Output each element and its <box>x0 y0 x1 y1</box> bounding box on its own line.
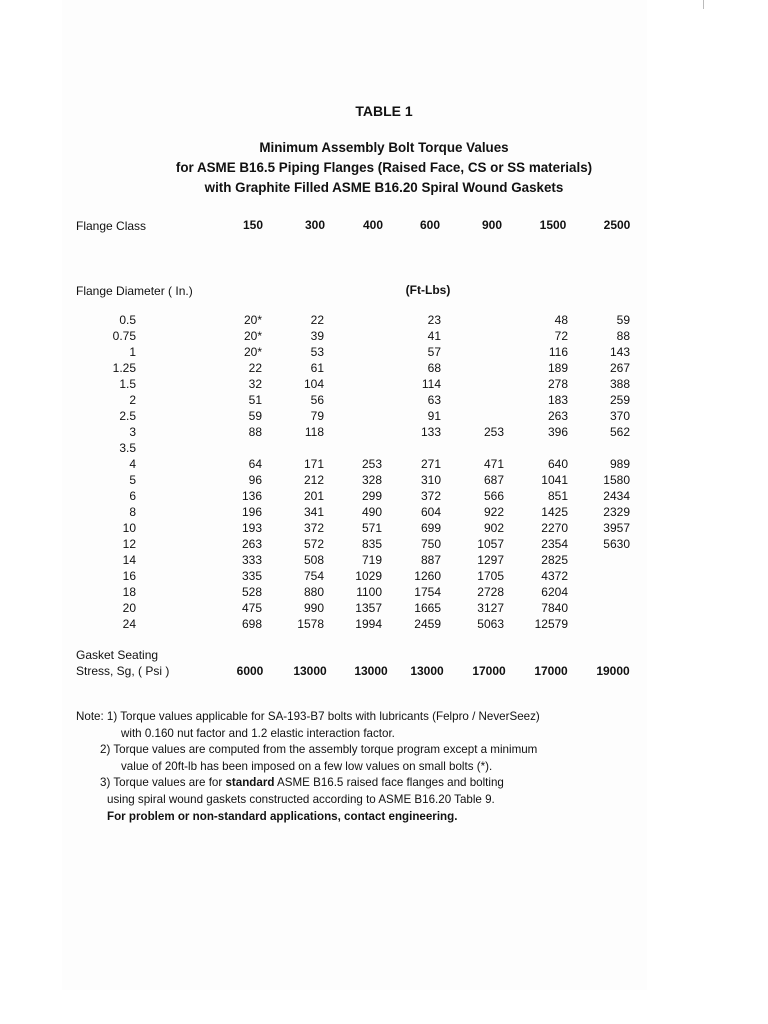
table-cell: 2270 <box>541 521 568 535</box>
table-cell: 20* <box>243 345 262 359</box>
table-cell: 1057 <box>477 537 504 551</box>
table-cell <box>334 312 382 328</box>
gasket-value-900: 17000 <box>472 664 506 678</box>
table-cell: 171 <box>303 457 324 471</box>
table-cell: 475 <box>241 601 262 615</box>
table-cell: 79 <box>310 409 324 423</box>
table-cell: 835 <box>361 537 382 551</box>
column-1500 <box>520 312 568 632</box>
table-cell: 328 <box>361 473 382 487</box>
table-cell: 3957 <box>603 521 630 535</box>
table-cell <box>582 584 630 600</box>
table-cell <box>456 392 504 408</box>
table-cell: 51 <box>248 393 262 407</box>
table-cell: 299 <box>361 489 382 503</box>
table-cell: 1425 <box>541 505 568 519</box>
table-cell: 922 <box>483 505 504 519</box>
table-cell: 18 <box>122 585 136 599</box>
class-header-400: 400 <box>362 218 384 232</box>
table-cell: 212 <box>303 473 324 487</box>
class-header-900: 900 <box>481 218 503 232</box>
table-cell: 1665 <box>414 601 441 615</box>
table-cell: 20 <box>122 601 136 615</box>
table-cell: 61 <box>310 361 324 375</box>
table-cell: 196 <box>241 505 262 519</box>
note-2-line-2: value of 20ft-lb has been imposed on a few low values on small bolts (*). <box>121 759 493 773</box>
note-3-line-1 <box>76 775 540 792</box>
table-cell: 341 <box>303 505 324 519</box>
gasket-value-600: 13000 <box>410 664 444 678</box>
table-cell: 253 <box>361 457 382 471</box>
table-cell <box>582 552 630 568</box>
table-cell: 59 <box>248 409 262 423</box>
table-cell: 2434 <box>603 489 630 503</box>
note-2-line-1: 2) Torque values are computed from the assembly torque program except a minimum <box>100 743 538 757</box>
table-cell: 508 <box>303 553 324 567</box>
table-cell: 133 <box>420 425 441 439</box>
table-cell: 1994 <box>355 617 382 631</box>
note-3-bold-word: standard <box>225 776 275 790</box>
table-cell <box>582 440 630 456</box>
table-cell: 2329 <box>603 505 630 519</box>
table-cell: 310 <box>420 473 441 487</box>
note-3-line-2: using spiral wound gaskets constructed according to ASME B16.20 Table 9. <box>107 792 495 806</box>
table-label: TABLE 1 <box>355 103 413 119</box>
table-cell: 253 <box>483 425 504 439</box>
table-cell <box>520 440 568 456</box>
table-cell: 990 <box>303 601 324 615</box>
table-cell <box>456 344 504 360</box>
table-cell: 193 <box>241 521 262 535</box>
table-cell <box>456 328 504 344</box>
table-cell: 851 <box>547 489 568 503</box>
table-cell <box>456 360 504 376</box>
table-cell: 4372 <box>541 569 568 583</box>
table-cell: 201 <box>303 489 324 503</box>
table-cell: 698 <box>241 617 262 631</box>
table-cell: 566 <box>483 489 504 503</box>
table-cell <box>334 360 382 376</box>
note-1-line-1: Note: 1) Torque values applicable for SA-193-B7 bolts with lubricants (Felpro / NeverSeez) <box>76 710 540 723</box>
table-cell: 267 <box>609 361 630 375</box>
table-cell: 719 <box>361 553 382 567</box>
table-cell <box>334 376 382 392</box>
table-cell: 63 <box>427 393 441 407</box>
column-2500 <box>582 312 630 632</box>
table-cell: 20* <box>243 329 262 343</box>
table-cell <box>276 440 324 456</box>
gasket-value-400: 13000 <box>354 664 388 678</box>
table-cell: 104 <box>303 377 324 391</box>
table-cell: 1578 <box>297 617 324 631</box>
table-cell: 2 <box>129 393 136 407</box>
table-cell: 1754 <box>414 585 441 599</box>
table-cell: 189 <box>547 361 568 375</box>
table-cell: 2354 <box>541 537 568 551</box>
table-cell <box>334 424 382 440</box>
class-header-2500: 2500 <box>603 218 631 232</box>
table-cell <box>582 616 630 632</box>
table-cell: 183 <box>547 393 568 407</box>
table-cell: 490 <box>361 505 382 519</box>
table-cell <box>334 392 382 408</box>
table-cell <box>456 376 504 392</box>
table-cell: 333 <box>241 553 262 567</box>
table-cell: 1357 <box>355 601 382 615</box>
column-600 <box>393 312 441 632</box>
table-cell: 271 <box>420 457 441 471</box>
table-cell: 68 <box>427 361 441 375</box>
table-cell: 396 <box>547 425 568 439</box>
table-cell: 902 <box>483 521 504 535</box>
table-cell: 572 <box>303 537 324 551</box>
title-line-2: for ASME B16.5 Piping Flanges (Raised Face, CS or SS materials) <box>175 160 593 175</box>
table-cell <box>334 344 382 360</box>
diameter-column <box>86 312 136 632</box>
gasket-label-line2: Stress, Sg, ( Psi ) <box>76 664 170 678</box>
table-cell: 388 <box>609 377 630 391</box>
table-cell: 12579 <box>534 617 568 631</box>
class-header-300: 300 <box>304 218 326 232</box>
table-cell: 1 <box>129 345 136 359</box>
note-3-line-3: For problem or non-standard applications, contact engineering. <box>107 809 458 823</box>
table-cell: 887 <box>420 553 441 567</box>
table-cell: 23 <box>427 313 441 327</box>
table-cell: 687 <box>483 473 504 487</box>
gasket-value-300: 13000 <box>293 664 327 678</box>
table-cell: 754 <box>303 569 324 583</box>
class-header-150: 150 <box>242 218 264 232</box>
table-cell: 114 <box>421 377 441 391</box>
class-header-1500: 1500 <box>539 218 567 232</box>
table-cell: 91 <box>427 409 441 423</box>
table-cell: 7840 <box>541 601 568 615</box>
table-cell: 1260 <box>414 569 441 583</box>
table-cell: 5630 <box>603 537 630 551</box>
table-cell: 88 <box>616 329 630 343</box>
table-cell: 1.5 <box>119 377 136 391</box>
table-cell: 10 <box>122 521 136 535</box>
table-cell <box>456 408 504 424</box>
table-cell: 263 <box>547 409 568 423</box>
table-cell: 880 <box>303 585 324 599</box>
table-cell: 41 <box>427 329 441 343</box>
table-cell: 5 <box>129 473 136 487</box>
column-900 <box>456 312 504 632</box>
table-cell: 640 <box>547 457 568 471</box>
table-cell: 604 <box>420 505 441 519</box>
table-cell: 5063 <box>477 617 504 631</box>
table-cell: 39 <box>310 329 324 343</box>
table-cell: 6 <box>129 489 136 503</box>
edge-mark <box>703 0 704 9</box>
table-cell: 3 <box>129 425 136 439</box>
table-cell: 699 <box>420 521 441 535</box>
table-cell: 24 <box>122 617 136 631</box>
table-cell: 136 <box>241 489 262 503</box>
diameter-label: Flange Diameter ( In.) <box>76 284 193 298</box>
table-cell: 750 <box>420 537 441 551</box>
table-cell: 372 <box>420 489 441 503</box>
table-cell: 16 <box>122 569 136 583</box>
table-cell: 1297 <box>477 553 504 567</box>
table-cell: 1100 <box>356 585 382 599</box>
note-1-line-2: with 0.160 nut factor and 1.2 elastic interaction factor. <box>121 726 395 740</box>
table-cell: 64 <box>248 457 262 471</box>
table-cell <box>582 600 630 616</box>
title-line-1: Minimum Assembly Bolt Torque Values <box>259 140 509 155</box>
table-cell: 22 <box>310 313 324 327</box>
table-cell: 3127 <box>477 601 504 615</box>
table-cell: 116 <box>548 345 568 359</box>
gasket-value-1500: 17000 <box>534 664 568 678</box>
table-cell: 143 <box>609 345 630 359</box>
table-cell: 0.5 <box>119 313 136 327</box>
table-cell: 56 <box>310 393 324 407</box>
table-cell: 22 <box>248 361 262 375</box>
table-cell: 1.25 <box>112 361 136 375</box>
table-cell <box>582 568 630 584</box>
table-cell <box>214 440 262 456</box>
table-cell <box>334 440 382 456</box>
gasket-value-150: 6000 <box>236 664 264 678</box>
gasket-value-2500: 19000 <box>596 664 630 678</box>
table-cell: 263 <box>241 537 262 551</box>
table-cell: 118 <box>304 425 324 439</box>
table-cell <box>334 328 382 344</box>
table-cell: 20* <box>243 313 262 327</box>
table-cell: 259 <box>609 393 630 407</box>
note-3-text-b: ASME B16.5 raised face flanges and bolting <box>274 776 504 790</box>
table-cell: 48 <box>554 313 568 327</box>
units-label: (Ft-Lbs) <box>405 283 451 297</box>
table-cell: 528 <box>241 585 262 599</box>
table-cell: 0.75 <box>112 329 136 343</box>
notes-block <box>76 709 540 825</box>
table-cell: 1041 <box>541 473 568 487</box>
table-cell <box>456 312 504 328</box>
flange-class-label: Flange Class <box>76 219 147 233</box>
table-cell: 96 <box>248 473 262 487</box>
table-cell: 2825 <box>541 553 568 567</box>
table-cell: 1580 <box>603 473 630 487</box>
table-cell: 6204 <box>541 585 568 599</box>
table-cell: 1029 <box>355 569 382 583</box>
table-cell: 372 <box>303 521 324 535</box>
table-cell: 53 <box>310 345 324 359</box>
table-cell: 335 <box>241 569 262 583</box>
table-cell <box>334 408 382 424</box>
table-cell: 2728 <box>477 585 504 599</box>
table-cell: 12 <box>122 537 136 551</box>
table-cell: 88 <box>248 425 262 439</box>
table-cell: 57 <box>427 345 441 359</box>
title-line-3: with Graphite Filled ASME B16.20 Spiral Wound Gaskets <box>204 180 564 195</box>
class-header-600: 600 <box>419 218 441 232</box>
gasket-label-line1: Gasket Seating <box>76 648 159 662</box>
table-cell <box>393 440 441 456</box>
table-cell: 3.5 <box>119 441 136 455</box>
column-400 <box>334 312 382 632</box>
table-cell: 32 <box>248 377 262 391</box>
table-cell: 2459 <box>414 617 441 631</box>
table-cell: 989 <box>609 457 630 471</box>
table-cell: 4 <box>129 457 136 471</box>
table-cell: 2.5 <box>119 409 136 423</box>
table-cell: 562 <box>609 425 630 439</box>
table-cell <box>456 440 504 456</box>
table-cell: 278 <box>547 377 568 391</box>
table-cell: 59 <box>616 313 630 327</box>
table-cell: 8 <box>129 505 136 519</box>
column-150 <box>214 312 262 632</box>
table-cell: 1705 <box>477 569 504 583</box>
table-cell: 370 <box>609 409 630 423</box>
table-cell: 72 <box>554 329 568 343</box>
table-cell: 571 <box>361 521 382 535</box>
table-cell: 471 <box>483 457 504 471</box>
table-cell: 14 <box>122 553 136 567</box>
note-3-text-a: 3) Torque values are for <box>100 776 226 790</box>
column-300 <box>276 312 324 632</box>
